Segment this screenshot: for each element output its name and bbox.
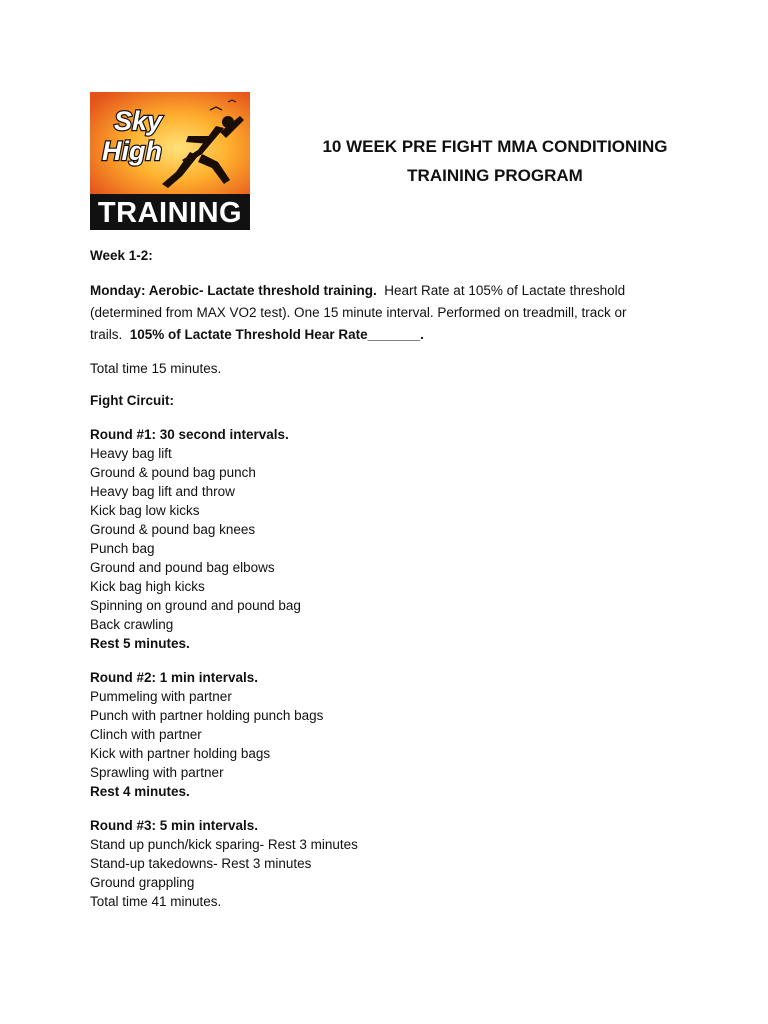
list-item: Kick bag high kicks — [90, 579, 205, 594]
document-body — [90, 246, 690, 911]
list-item: Stand up punch/kick sparing- Rest 3 minutes — [90, 837, 358, 852]
round-2-list — [90, 687, 690, 782]
list-item: Punch bag — [90, 541, 155, 556]
monday-label: Monday: Aerobic- Lactate threshold training. — [90, 283, 377, 298]
lactate-threshold-blank: 105% of Lactate Threshold Hear Rate_______. — [129, 327, 424, 342]
round-1-heading: Round #1: 30 second intervals. — [90, 427, 289, 442]
list-item: Ground & pound bag punch — [90, 465, 256, 480]
logo-training-banner: TRAINING — [97, 197, 243, 229]
title-line-1: 10 WEEK PRE FIGHT MMA CONDITIONING — [322, 137, 668, 156]
round-3-heading: Round #3: 5 min intervals. — [90, 818, 259, 833]
list-item: Kick with partner holding bags — [90, 746, 271, 761]
monday-text-2: (determined from MAX VO2 test). One 15 minute interval. Performed on treadmill, track or — [90, 305, 627, 320]
logo-sky-text: Sky — [114, 106, 163, 136]
round-1-list — [90, 444, 690, 634]
list-item: Sprawling with partner — [90, 765, 224, 780]
page-title — [300, 132, 690, 190]
week-heading: Week 1-2: — [90, 248, 153, 263]
list-item: Stand-up takedowns- Rest 3 minutes — [90, 856, 312, 871]
round-1-rest: Rest 5 minutes. — [90, 636, 190, 651]
round-1-section — [90, 425, 690, 653]
logo-high-text: High — [102, 136, 162, 166]
list-item: Kick bag low kicks — [90, 503, 200, 518]
list-item: Heavy bag lift and throw — [90, 484, 235, 499]
round-3-section — [90, 816, 690, 911]
running-man-icon — [90, 92, 250, 230]
list-item: Punch with partner holding punch bags — [90, 708, 324, 723]
sky-high-training-logo — [90, 92, 250, 230]
list-item: Ground grappling — [90, 875, 195, 890]
monday-paragraph — [90, 280, 690, 346]
list-item: Ground and pound bag elbows — [90, 560, 275, 575]
list-item: Heavy bag lift — [90, 446, 172, 461]
fight-circuit-heading: Fight Circuit: — [90, 393, 174, 408]
list-item: Clinch with partner — [90, 727, 202, 742]
round-2-heading: Round #2: 1 min intervals. — [90, 670, 259, 685]
title-line-2: TRAINING PROGRAM — [407, 166, 583, 185]
total-time-41: Total time 41 minutes. — [90, 894, 222, 909]
round-3-list — [90, 835, 690, 911]
round-2-rest: Rest 4 minutes. — [90, 784, 190, 799]
list-item: Pummeling with partner — [90, 689, 232, 704]
monday-text-3: trails. — [90, 327, 130, 342]
list-item: Back crawling — [90, 617, 174, 632]
list-item: Spinning on ground and pound bag — [90, 598, 301, 613]
total-time-15: Total time 15 minutes. — [90, 361, 222, 376]
round-2-section — [90, 668, 690, 801]
monday-text-1: Heart Rate at 105% of Lactate threshold — [376, 283, 626, 298]
list-item: Ground & pound bag knees — [90, 522, 256, 537]
